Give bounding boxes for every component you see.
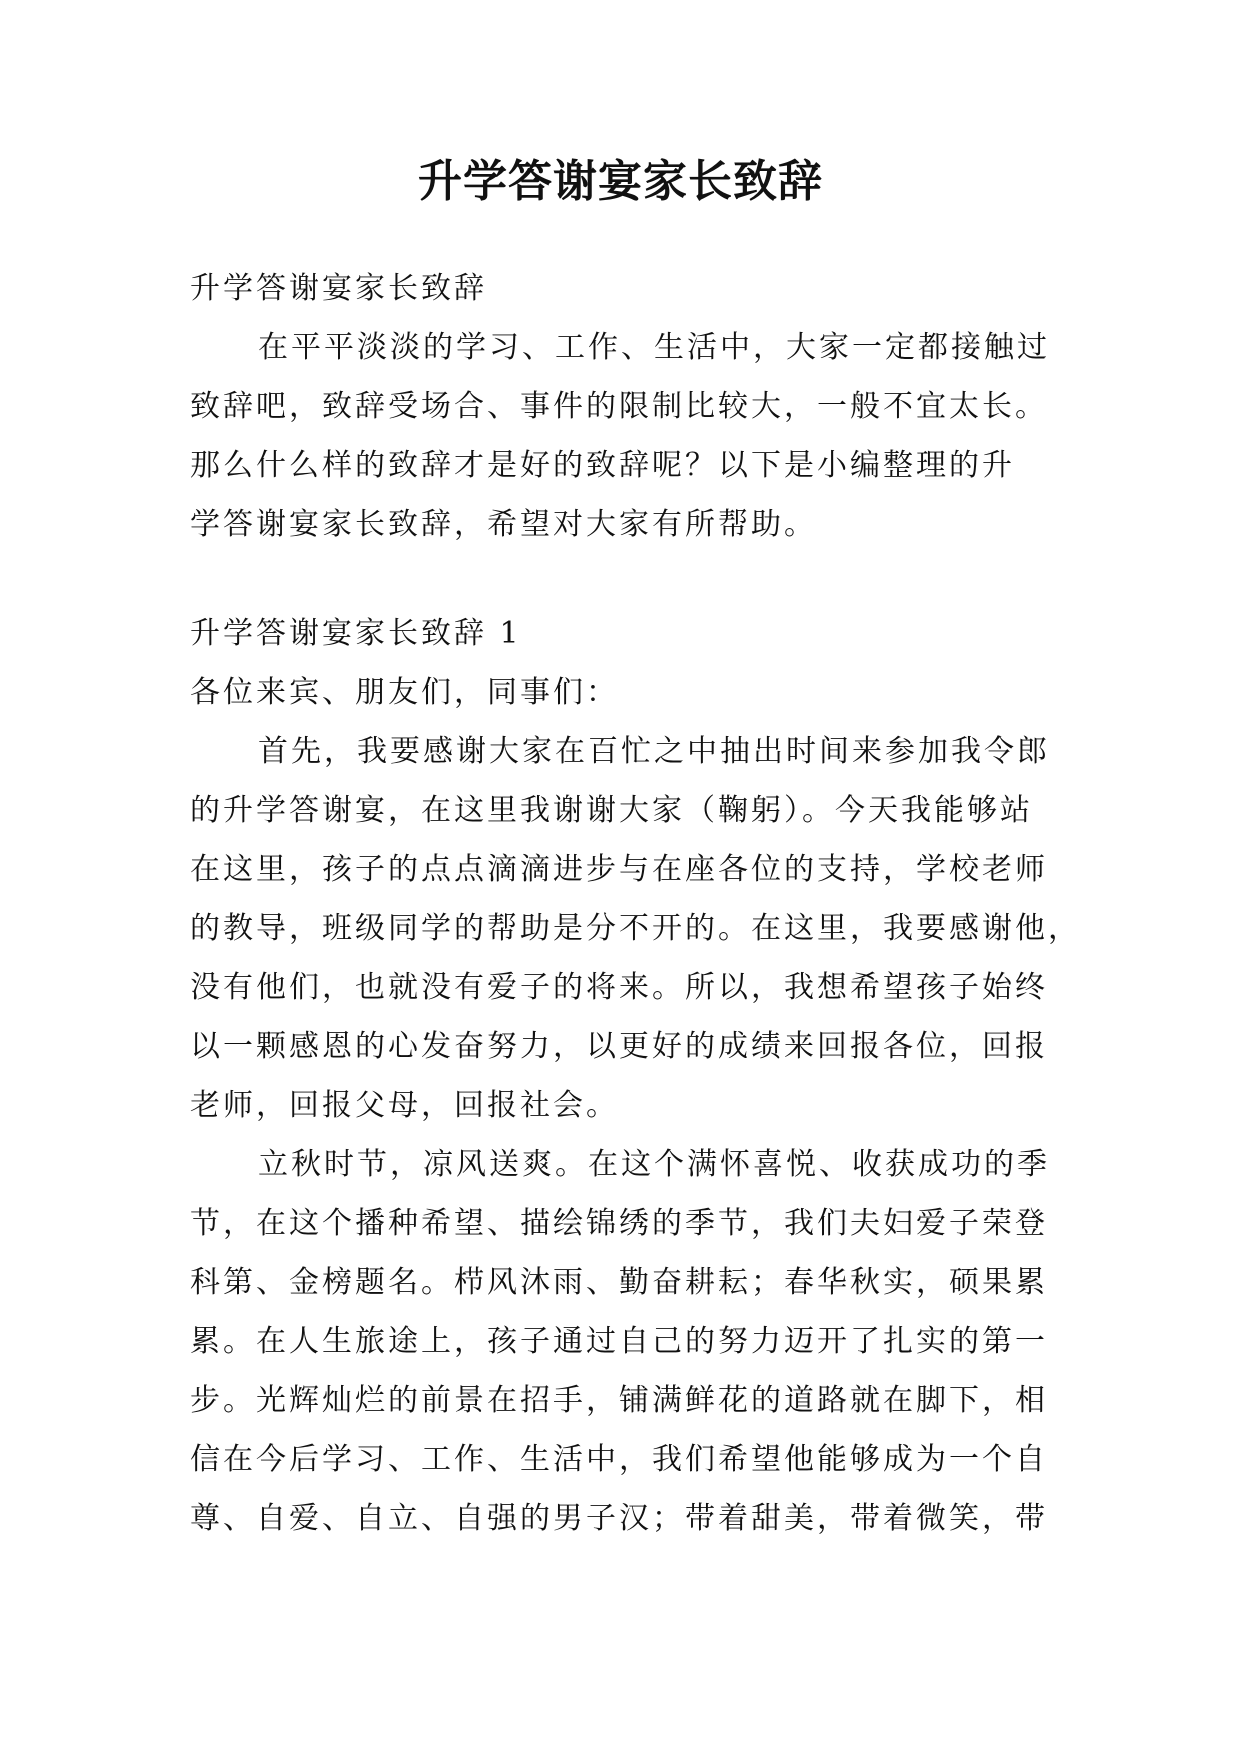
paragraph-2-line: 科第、金榜题名。栉风沐雨、勤奋耕耘；春华秋实，硕果累 — [190, 1265, 1048, 1300]
paragraph-1-line: 老师，回报父母，回报社会。 — [190, 1088, 619, 1123]
intro-line: 在平平淡淡的学习、工作、生活中，大家一定都接触过 — [258, 330, 1050, 365]
intro-line: 学答谢宴家长致辞，希望对大家有所帮助。 — [190, 507, 817, 542]
intro-line: 那么什么样的致辞才是好的致辞呢？以下是小编整理的升 — [190, 448, 1015, 483]
paragraph-2-line: 累。在人生旅途上，孩子通过自己的努力迈开了扎实的第一 — [190, 1324, 1048, 1359]
paragraph-1-line: 没有他们，也就没有爱子的将来。所以，我想希望孩子始终 — [190, 970, 1048, 1005]
section-1 — [190, 604, 1081, 1548]
intro-line: 致辞吧，致辞受场合、事件的限制比较大，一般不宜太长。 — [190, 389, 1048, 424]
paragraph-1-line: 以一颗感恩的心发奋努力，以更好的成绩来回报各位，回报 — [190, 1029, 1048, 1064]
paragraph-2-line: 立秋时节，凉风送爽。在这个满怀喜悦、收获成功的季 — [258, 1147, 1050, 1182]
document-title: 升学答谢宴家长致辞 — [418, 156, 823, 207]
paragraph-1-line: 的教导，班级同学的帮助是分不开的。在这里，我要感谢他， — [190, 911, 1081, 946]
paragraph-2-line: 尊、自爱、自立、自强的男子汉；带着甜美，带着微笑，带 — [190, 1501, 1048, 1536]
paragraph-2-line: 步。光辉灿烂的前景在招手，铺满鲜花的道路就在脚下，相 — [190, 1383, 1048, 1418]
paragraph-2-line: 信在今后学习、工作、生活中，我们希望他能够成为一个自 — [190, 1442, 1048, 1477]
intro-section — [190, 259, 1070, 554]
paragraph-1-line: 在这里，孩子的点点滴滴进步与在座各位的支持，学校老师 — [190, 852, 1048, 887]
paragraph-1-line: 首先，我要感谢大家在百忙之中抽出时间来参加我令郎 — [258, 734, 1050, 769]
paragraph-2-line: 节，在这个播种希望、描绘锦绣的季节，我们夫妇爱子荣登 — [190, 1206, 1048, 1241]
paragraph-1-line: 的升学答谢宴，在这里我谢谢大家（鞠躬）。今天我能够站 — [190, 793, 1033, 828]
section-1-heading: 升学答谢宴家长致辞 1 — [190, 616, 522, 651]
intro-heading: 升学答谢宴家长致辞 — [190, 271, 487, 306]
salutation: 各位来宾、朋友们，同事们： — [190, 675, 619, 710]
